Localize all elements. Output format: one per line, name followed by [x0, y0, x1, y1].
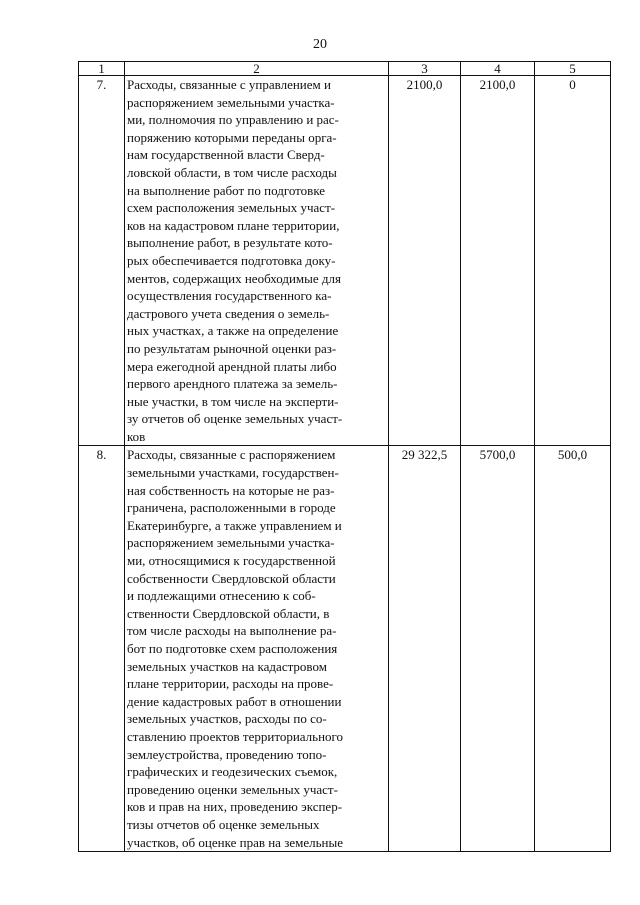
description-line: схем расположения земельных участ- [127, 200, 336, 216]
description-line: распоряжением земельными участка- [127, 94, 335, 110]
description-line: участков, об оценке прав на земельные [127, 834, 343, 850]
description-line: ная собственность на которые не раз- [127, 482, 335, 498]
description-line: выполнение работ, в результате кото- [127, 235, 333, 251]
description-line: по результатам рыночной оценки раз- [127, 340, 337, 356]
description-line: на выполнение работ по подготовке [127, 182, 326, 198]
description-line: дение кадастровых работ в отношении [127, 693, 342, 709]
description-line: ственности Свердловской области, в [127, 605, 330, 621]
row-value-col3: 29 322,5 [389, 446, 461, 852]
description-line: проведению оценки земельных участ- [127, 781, 338, 797]
description-line: земельных участков на кадастровом [127, 658, 327, 674]
row-number: 8. [79, 446, 125, 852]
table-row [79, 76, 611, 446]
description-line: бот по подготовке схем расположения [127, 641, 338, 656]
description-line: и подлежащими отнесению к соб- [127, 588, 316, 604]
description-line: том числе расходы на выполнение ра- [127, 623, 337, 639]
row-description [125, 446, 389, 852]
column-header-4: 4 [461, 62, 535, 76]
page-number: 20 [313, 37, 327, 52]
description-line: ставлению проектов территориального [127, 728, 344, 744]
row-value-col4: 2100,0 [461, 76, 535, 446]
description-line: ков и прав на них, проведению экспер- [127, 799, 343, 815]
column-header-1: 1 [79, 62, 125, 76]
column-header-2: 2 [125, 62, 389, 76]
description-line: ми, относящимися к государственной [127, 553, 336, 569]
description-line: мера ежегодной арендной платы либо [127, 358, 337, 374]
description-line: осуществления государственного ка- [127, 288, 332, 304]
description-line: Расходы, связанные с распоряжением [127, 447, 336, 463]
description-line: Екатеринбурге, а также управлением и [127, 517, 342, 533]
row-value-col4: 5700,0 [461, 446, 535, 852]
budget-table [78, 61, 611, 852]
description-line: земельных участков, расходы по со- [127, 711, 327, 727]
description-line: плане территории, расходы на прове- [127, 676, 334, 692]
table-row [79, 446, 611, 852]
description-line: зу отчетов об оценке земельных участ- [127, 411, 343, 427]
description-line: земельными участками, государствен- [127, 465, 339, 481]
description-line: ные участки, в том числе на эксперти- [127, 393, 339, 409]
description-line: распоряжением земельными участка- [127, 535, 335, 551]
description-line: ми, полномочия по управлению и рас- [127, 112, 339, 128]
table-header-row [79, 62, 611, 76]
description-line: графических и геодезических съемок, [127, 764, 338, 780]
column-header-5: 5 [535, 62, 611, 76]
description-line: ков [127, 428, 146, 444]
row-value-col3: 2100,0 [389, 76, 461, 446]
column-header-3: 3 [389, 62, 461, 76]
row-value-col5: 0 [535, 76, 611, 446]
description-line: первого арендного платежа за земель- [127, 376, 338, 392]
description-line: Расходы, связанные с управлением и [127, 77, 331, 92]
row-number: 7. [79, 76, 125, 446]
description-line: ловской области, в том числе расходы [127, 164, 337, 180]
description-line: ков на кадастровом плане территории, [127, 217, 340, 233]
description-line: собственности Свердловской области [127, 570, 336, 586]
description-line: тизы отчетов об оценке земельных [127, 816, 320, 832]
description-line: нам государственной власти Сверд- [127, 147, 325, 163]
description-line: поряжению которыми переданы орга- [127, 129, 337, 145]
description-line: рых обеспечивается подготовка доку- [127, 252, 336, 268]
row-description [125, 76, 389, 446]
row-value-col5: 500,0 [535, 446, 611, 852]
description-line: дастрового учета сведения о земель- [127, 305, 330, 321]
description-line: граничена, расположенными в городе [127, 500, 336, 516]
description-line: ментов, содержащих необходимые для [127, 270, 341, 286]
description-line: землеустройства, проведению топо- [127, 746, 327, 762]
description-line: ных участках, а также на определение [127, 323, 339, 339]
